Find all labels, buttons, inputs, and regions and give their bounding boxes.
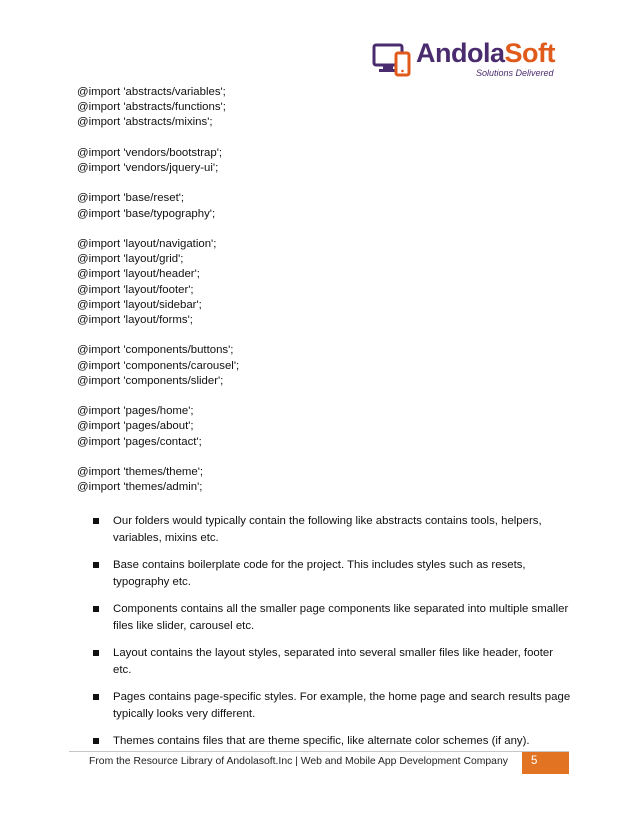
page-footer	[69, 752, 569, 775]
bullet-item	[93, 733, 573, 750]
bullet-item	[93, 513, 573, 547]
import-line: @import 'vendors/bootstrap';	[77, 146, 223, 159]
import-line: @import 'layout/grid';	[77, 253, 184, 266]
import-line: @import 'vendors/jquery-ui';	[77, 162, 219, 174]
bullet-text: Layout contains the layout styles, separated into several smaller files like header, footer etc.	[113, 647, 554, 676]
bullet-text: Base contains boilerplate code for the project. This includes styles such as resets, typography etc.	[113, 559, 526, 588]
devices-logo-icon	[372, 42, 412, 78]
import-line: @import 'components/buttons';	[77, 344, 234, 357]
bullet-text: Our folders would typically contain the following like abstracts contains tools, helpers, variables, mixins etc.	[113, 515, 542, 544]
bullet-item	[93, 689, 573, 723]
code-group	[77, 191, 557, 221]
square-bullet-icon	[93, 694, 99, 700]
import-line: @import 'layout/sidebar';	[77, 298, 202, 311]
logo-tagline: Solutions Delivered	[476, 68, 554, 78]
import-line: @import 'pages/home';	[77, 405, 194, 418]
bullet-text: Themes contains files that are theme specific, like alternate color schemes (if any).	[113, 735, 530, 747]
page-number: 5	[531, 755, 538, 767]
bullet-item	[93, 601, 573, 635]
logo-name-part1: Andola	[416, 38, 505, 68]
import-line: @import 'components/slider';	[77, 374, 224, 387]
square-bullet-icon	[93, 650, 99, 656]
square-bullet-icon	[93, 606, 99, 612]
square-bullet-icon	[93, 518, 99, 524]
code-group	[77, 237, 557, 328]
import-line: @import 'themes/theme';	[77, 465, 204, 478]
import-line: @import 'abstracts/mixins';	[77, 116, 213, 129]
bullet-text: Components contains all the smaller page components like separated into multiple smaller files like slider, carousel etc.	[113, 603, 569, 632]
bullet-text: Pages contains page-specific styles. For example, the home page and search results page typically looks very different.	[113, 691, 571, 720]
import-line: @import 'components/carousel';	[77, 359, 240, 372]
import-line: @import 'layout/header';	[77, 268, 200, 281]
import-line: @import 'abstracts/variables';	[77, 86, 226, 98]
code-group	[77, 465, 557, 495]
logo-name-part2: Soft	[504, 38, 555, 68]
scss-import-list	[77, 85, 557, 511]
square-bullet-icon	[93, 738, 99, 744]
import-line: @import 'layout/forms';	[77, 314, 193, 326]
import-line: @import 'base/reset';	[77, 192, 185, 205]
footer-text: From the Resource Library of Andolasoft.Inc | Web and Mobile App Development Company	[89, 756, 508, 767]
import-line: @import 'themes/admin';	[77, 481, 203, 494]
logo-wordmark	[416, 38, 555, 69]
code-group	[77, 85, 557, 131]
import-line: @import 'pages/about';	[77, 420, 194, 433]
import-line: @import 'abstracts/functions';	[77, 101, 226, 114]
andolasoft-logo	[372, 40, 562, 84]
import-line: @import 'layout/footer';	[77, 283, 194, 296]
square-bullet-icon	[93, 562, 99, 568]
import-line: @import 'base/typography';	[77, 207, 216, 220]
code-group	[77, 404, 557, 450]
import-line: @import 'pages/contact';	[77, 435, 202, 448]
import-line: @import 'layout/navigation';	[77, 237, 217, 250]
bullet-item	[93, 645, 573, 679]
code-group	[77, 146, 557, 176]
page-number-box	[522, 752, 569, 774]
bullet-list	[93, 513, 573, 760]
bullet-item	[93, 557, 573, 591]
code-group	[77, 343, 557, 389]
